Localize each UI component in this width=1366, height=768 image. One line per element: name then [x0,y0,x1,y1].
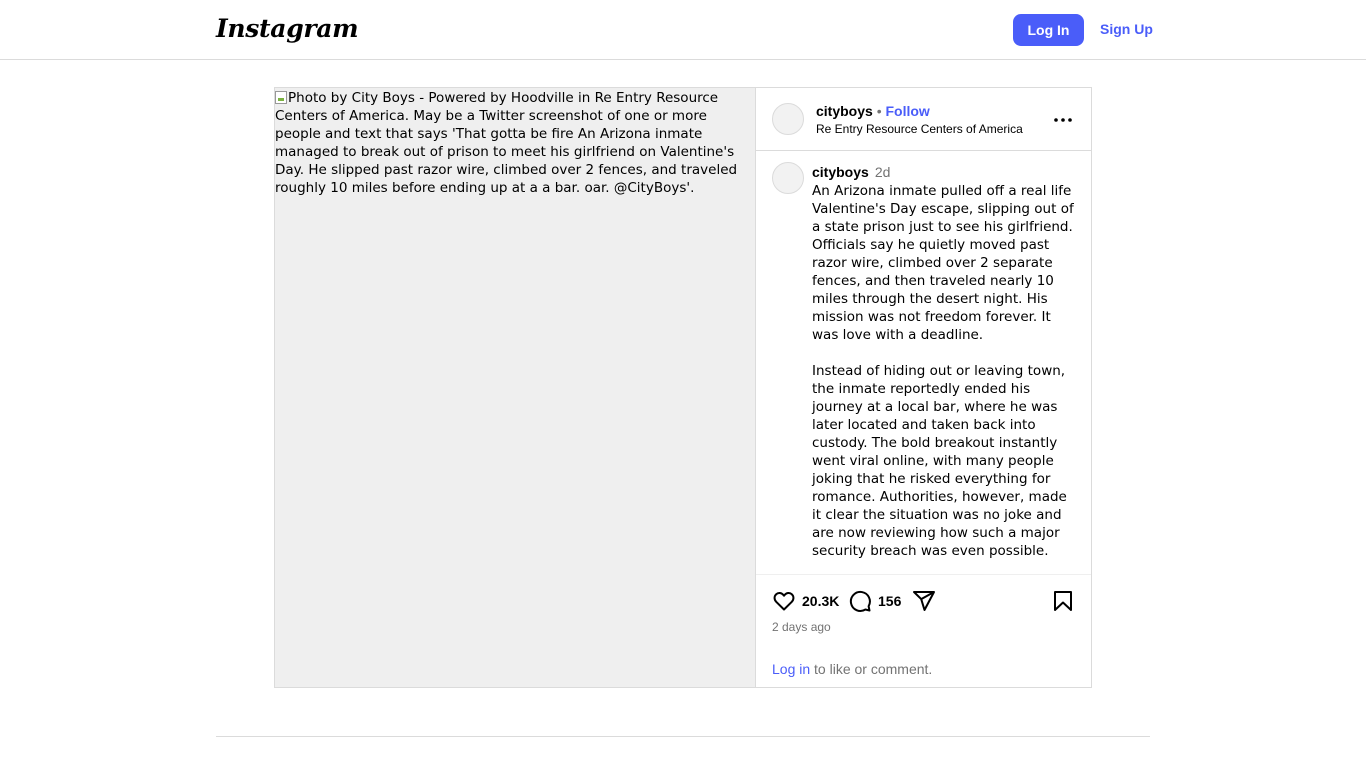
login-link[interactable]: Log in [772,661,811,677]
save-button[interactable] [1051,589,1075,613]
footer-divider [216,736,1150,737]
post-actions [756,574,1091,687]
post-media[interactable] [275,88,756,687]
comment-count: 156 [878,593,902,609]
separator-dot: • [876,103,882,119]
post-sidebar [756,88,1091,687]
post-header [756,88,1091,151]
post-author-username[interactable]: cityboys [816,103,873,119]
caption-author-avatar[interactable] [772,162,804,194]
post-author-line [816,103,930,119]
post-location[interactable]: Re Entry Resource Centers of America [816,122,1023,136]
comment-icon [848,589,872,613]
post-container [274,87,1092,688]
post-date: 2 days ago [772,620,831,634]
image-alt-text [275,89,756,197]
heart-icon [772,589,796,613]
like-count: 20.3K [802,593,840,609]
share-icon [912,589,936,613]
caption-header [812,164,890,180]
comment-button[interactable] [848,589,901,613]
caption-timestamp: 2d [874,164,891,180]
like-button[interactable] [772,589,839,613]
caption-author-username[interactable]: cityboys [812,164,869,180]
login-prompt-text: to like or comment. [810,661,933,677]
top-navigation-bar [0,0,1366,60]
more-options-icon[interactable] [1052,110,1074,130]
image-alt-text-content: Photo by City Boys - Powered by Hoodville in Re Entry Resource Centers of America. May be a Twitter screenshot of one or more people and text that says 'That gotta be fire An Arizona inmate managed to break out of prison to meet his girlfriend on Valentine's Day. He slipped past razor wire, climbed over 2 fences, and traveled roughly 10 miles before ending up at a a bar. oar. @CityBoys'. [275,90,738,196]
author-avatar[interactable] [772,103,804,135]
bookmark-icon [1051,589,1075,613]
login-prompt [772,661,932,677]
broken-image-icon [275,91,287,104]
signup-link[interactable]: Sign Up [1100,21,1153,37]
caption-section[interactable] [756,151,1091,574]
follow-button[interactable]: Follow [885,103,930,119]
share-button[interactable] [912,589,936,613]
login-button[interactable]: Log In [1013,14,1084,46]
caption-text: An Arizona inmate pulled off a real life Valentine's Day escape, slipping out of a state prison just to see his girlfriend. Officials say he quietly moved past razor wire, climbed over 2 separate fences, and then traveled nearly 10 miles through the desert night. His mission was not freedom forever. It was love with a deadline. Instead of hiding out or leaving town, the inmate reportedly ended his journey at a local bar, where he was later located and taken back into custody. The bold breakout instantly went viral online, with many people joking that he risked everything for romance. Authorities, however, made it clear the situation was no joke and are now reviewing how such a major security breach was even possible. [812,183,1074,559]
instagram-logo[interactable]: Instagram [216,14,359,43]
